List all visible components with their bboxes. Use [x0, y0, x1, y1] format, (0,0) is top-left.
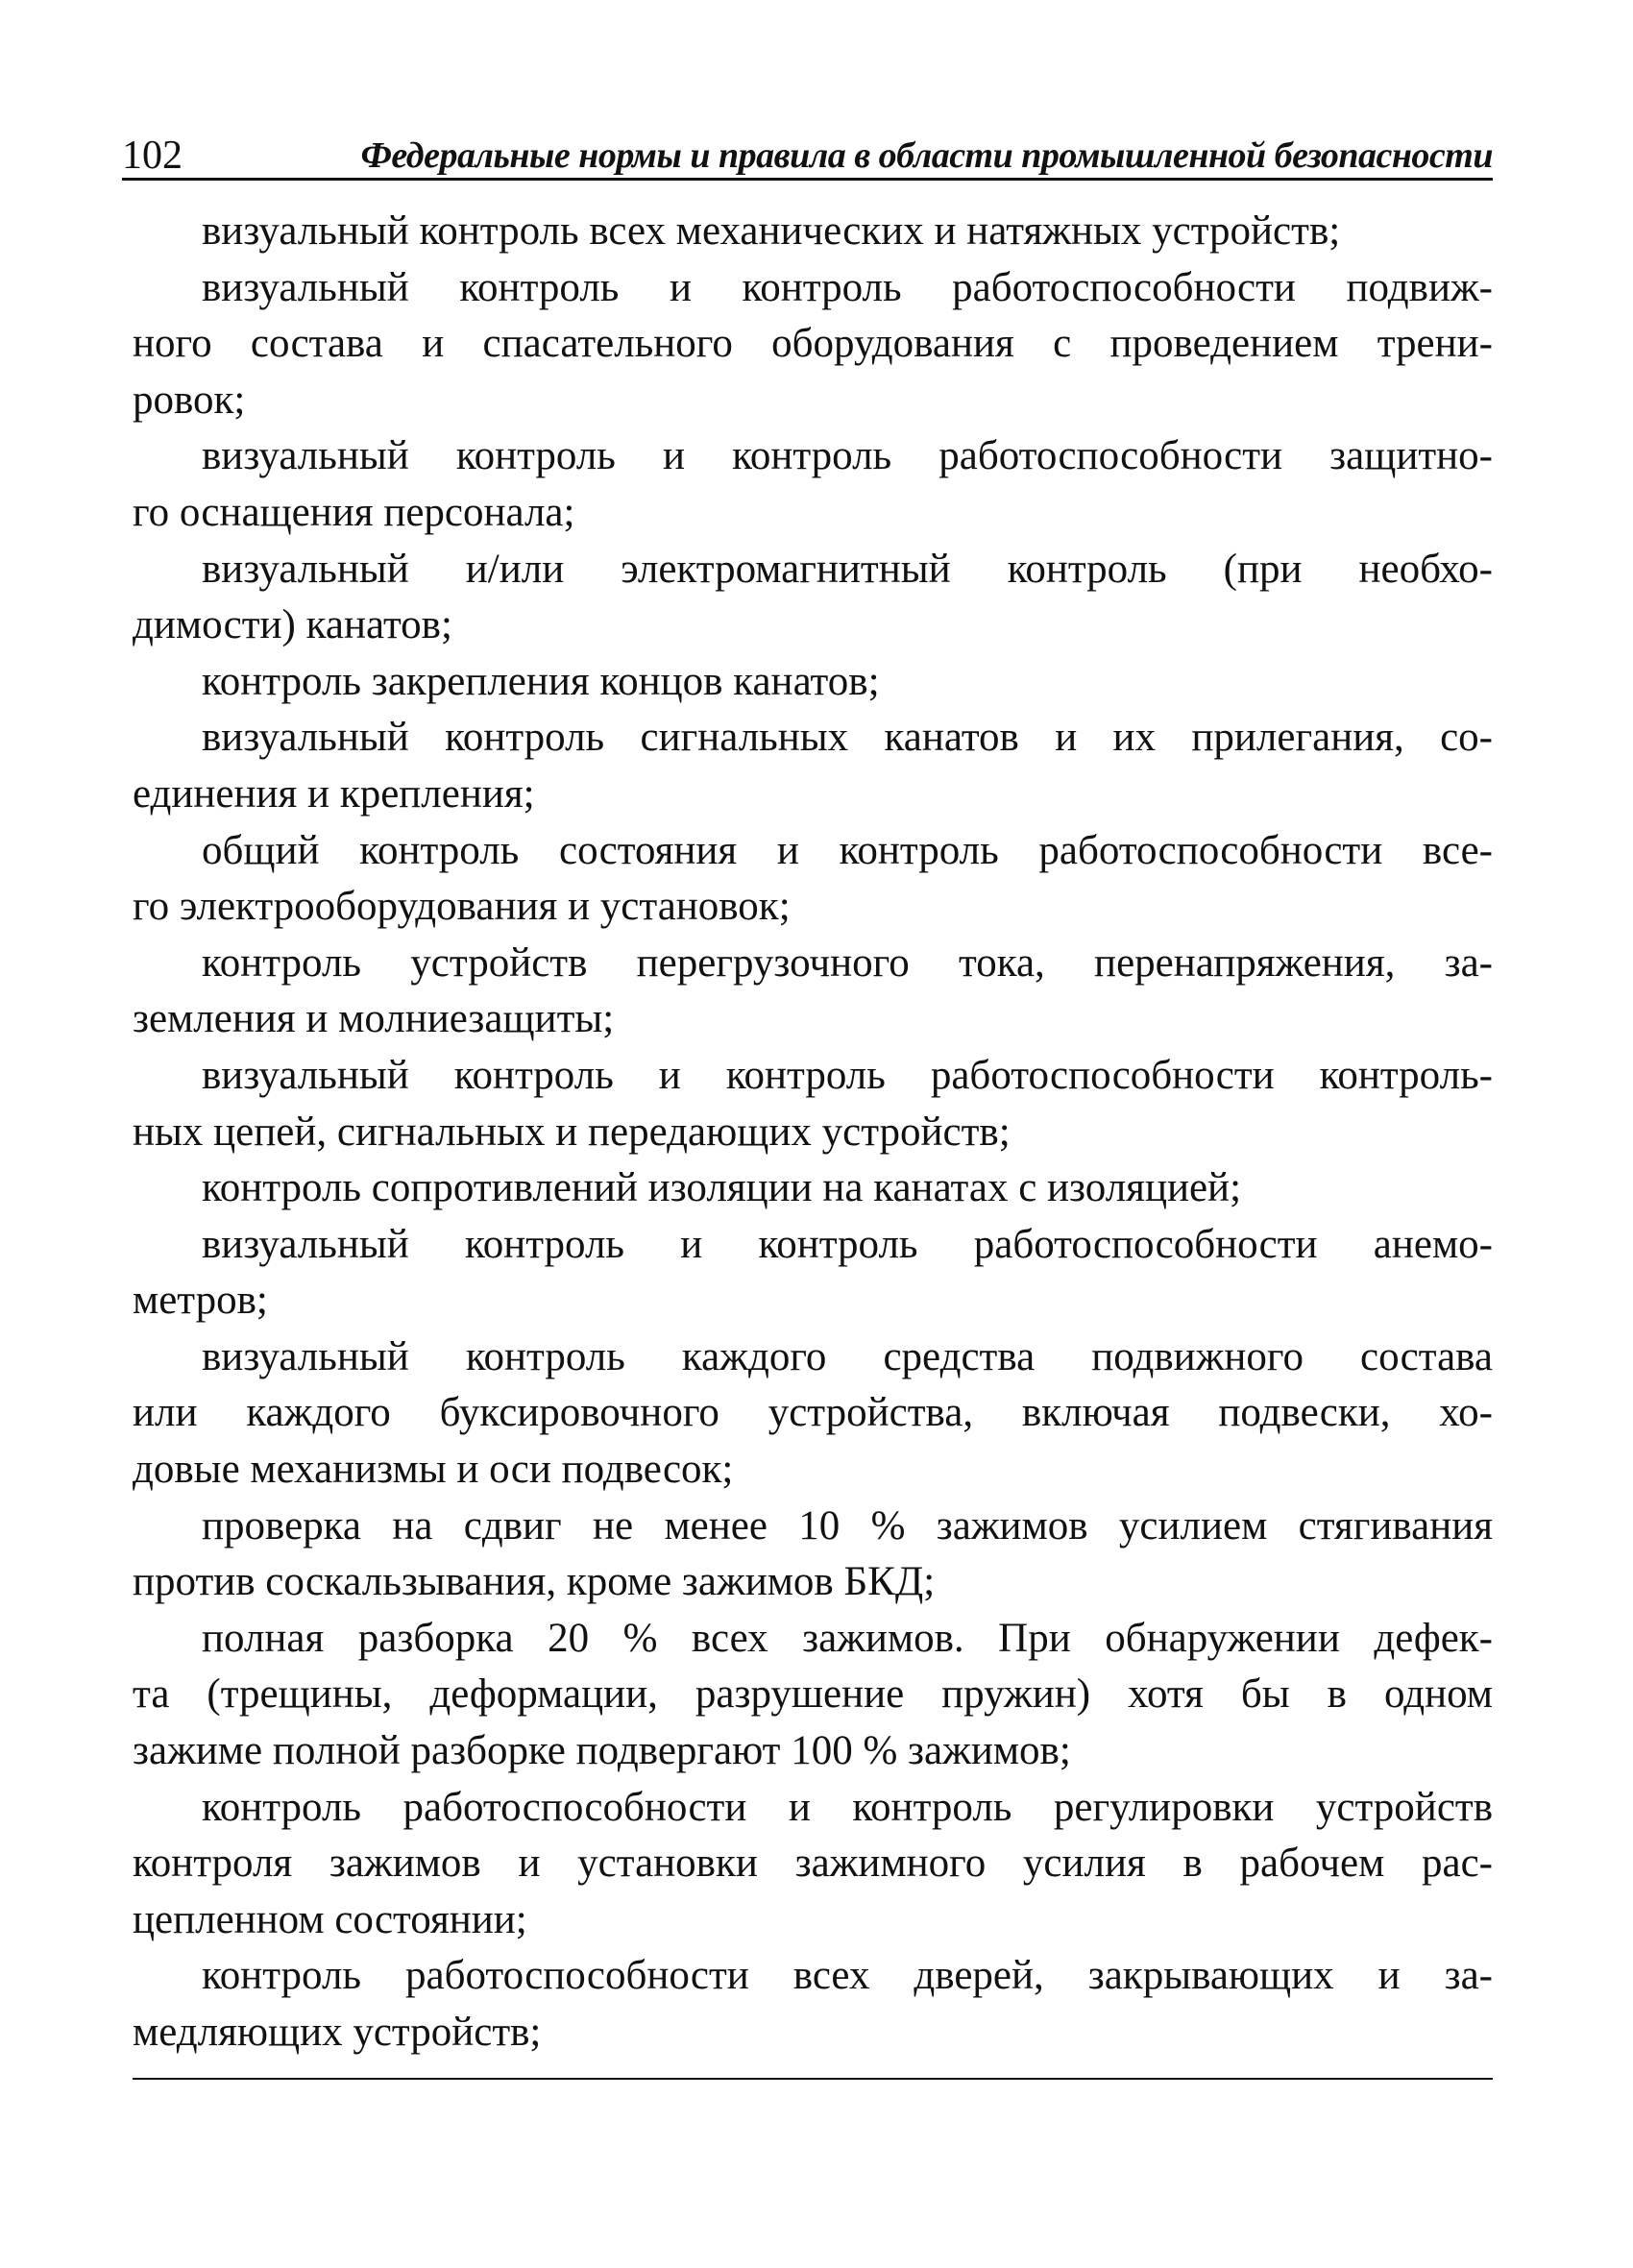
paragraph: [133, 1217, 1493, 1329]
body-text: [133, 204, 1493, 2061]
text-line: ных цепей, сигнальных и передающих устройств;: [133, 1109, 1011, 1155]
footer-rule: [133, 2078, 1493, 2080]
text-line: довые механизмы и оси подвесок;: [133, 1447, 734, 1493]
text-line: зажиме полной разборке подвергают 100 % зажимов;: [133, 1728, 1071, 1774]
text-line: контроль работоспособности и контроль регулировки устройств: [202, 1784, 1493, 1830]
text-line: или каждого буксировочного устройства, включая подвески, хо-: [133, 1390, 1493, 1436]
running-title: Федеральные нормы и правила в области промышленной безопасности: [360, 135, 1493, 176]
text-line: общий контроль состояния и контроль работоспособности все-: [202, 827, 1493, 873]
text-line: метров;: [133, 1278, 268, 1324]
header-rule: [122, 178, 1493, 181]
paragraph: [133, 710, 1493, 822]
page-number: 102: [122, 134, 183, 178]
paragraph: [133, 654, 1493, 711]
text-line: визуальный контроль всех механических и натяжных устройств;: [202, 208, 1341, 254]
text-line: ного состава и спасательного оборудования с проведением трени-: [133, 321, 1493, 367]
text-line: визуальный контроль сигнальных канатов и их прилегания, со-: [202, 715, 1493, 761]
paragraph: [133, 1329, 1493, 1499]
paragraph: [133, 1160, 1493, 1217]
text-line: цепленном состоянии;: [133, 1896, 527, 1942]
paragraph: [133, 204, 1493, 260]
text-line: контроль устройств перегрузочного тока, перенапряжения, за-: [202, 939, 1493, 986]
paragraph: [133, 260, 1493, 429]
text-line: визуальный и/или электромагнитный контроль (при необхо-: [202, 546, 1493, 592]
text-line: димости) канатов;: [133, 602, 452, 648]
text-line: та (трещины, деформации, разрушение пружин) хотя бы в одном: [133, 1671, 1493, 1718]
text-line: визуальный контроль и контроль работоспособности контроль-: [202, 1052, 1493, 1098]
paragraph: [133, 936, 1493, 1048]
text-line: контроля зажимов и установки зажимного усилия в рабочем рас-: [133, 1841, 1493, 1887]
text-line: полная разборка 20 % всех зажимов. При обнаружении дефек-: [202, 1615, 1493, 1661]
paragraph: [133, 1499, 1493, 1611]
text-line: го оснащения персонала;: [133, 489, 575, 535]
text-line: медляющих устройств;: [133, 2010, 542, 2055]
text-line: против соскальзывания, кроме зажимов БКД;: [133, 1559, 936, 1605]
paragraph: [133, 1048, 1493, 1160]
text-line: контроль закрепления концов канатов;: [202, 658, 880, 704]
text-line: контроль сопротивлений изоляции на канатах с изоляцией;: [202, 1165, 1242, 1211]
paragraph: [133, 428, 1493, 541]
text-line: контроль работоспособности всех дверей, закрывающих и за-: [202, 1953, 1493, 1999]
text-line: визуальный контроль и контроль работоспособности защитно-: [202, 433, 1493, 479]
text-line: го электрооборудования и установок;: [133, 884, 791, 930]
paragraph: [133, 1611, 1493, 1780]
text-line: единения и крепления;: [133, 770, 535, 817]
text-line: земления и молниезащиты;: [133, 996, 615, 1042]
text-line: визуальный контроль и контроль работоспособности анемо-: [202, 1221, 1493, 1267]
text-line: визуальный контроль каждого средства подвижного состава: [202, 1333, 1493, 1379]
text-line: ровок;: [133, 377, 246, 423]
paragraph: [133, 542, 1493, 654]
paragraph: [133, 1780, 1493, 1949]
paragraph: [133, 823, 1493, 936]
paragraph: [133, 1948, 1493, 2061]
text-line: проверка на сдвиг не менее 10 % зажимов усилием стягивания: [202, 1502, 1493, 1549]
text-line: визуальный контроль и контроль работоспособности подвиж-: [202, 264, 1493, 310]
